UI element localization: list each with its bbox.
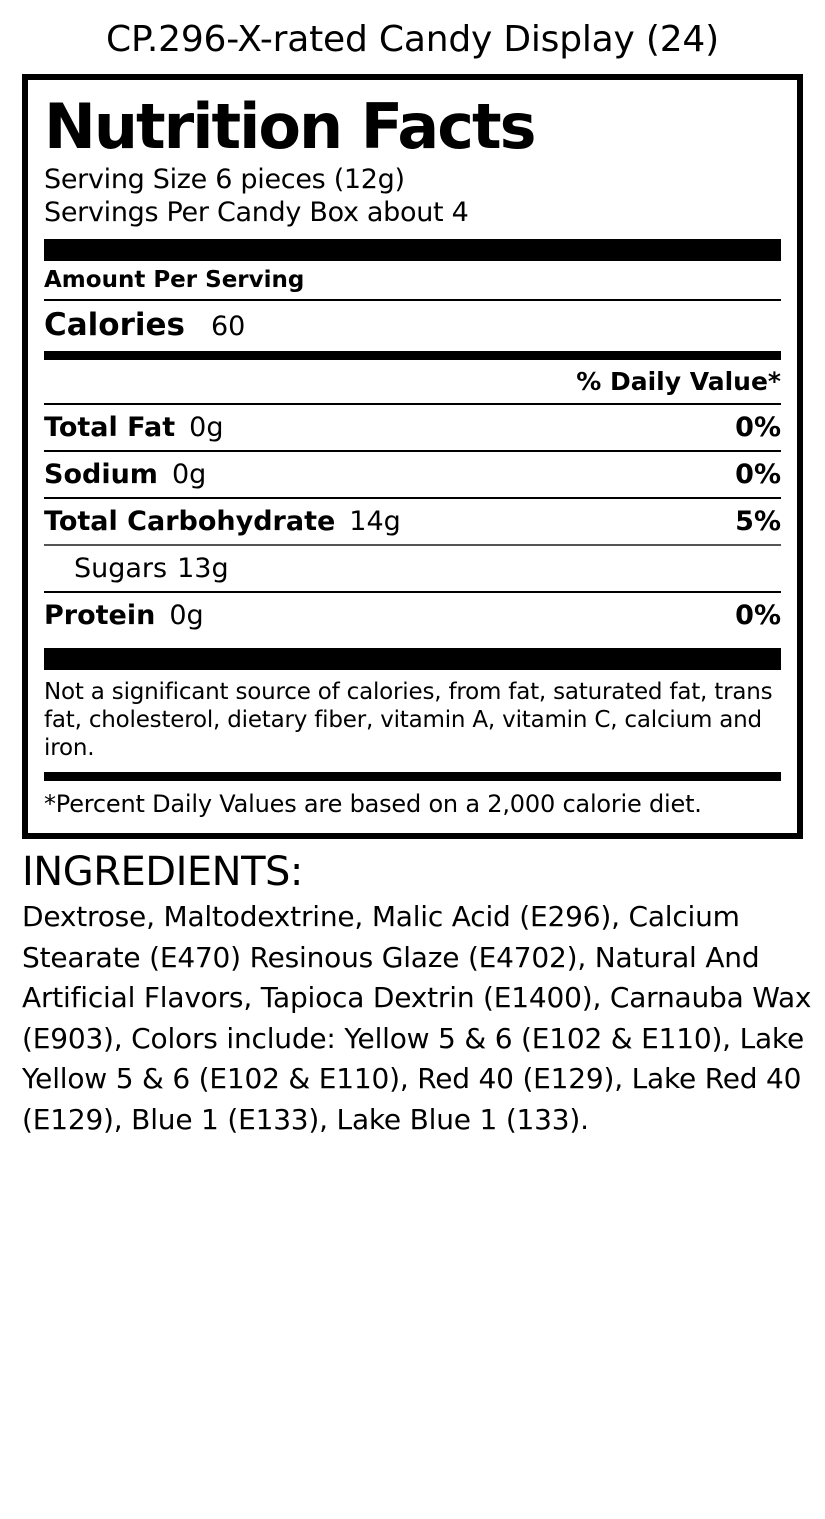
nutrient-amount: 0g <box>189 412 224 444</box>
nutrient-daily-value: 0% <box>735 412 781 444</box>
divider-thick-top <box>44 239 781 261</box>
daily-value-footnote: *Percent Daily Values are based on a 2,000 calorie diet. <box>44 790 702 819</box>
serving-size: Serving Size 6 pieces (12g) <box>44 163 405 195</box>
divider-thick-bottom <box>44 648 781 670</box>
divider-medium-1 <box>44 351 781 360</box>
calories-value: 60 <box>210 311 246 343</box>
nutrition-facts-title: Nutrition Facts <box>44 89 535 163</box>
nutrient-daily-value: 0% <box>735 600 781 632</box>
amount-per-serving-label: Amount Per Serving <box>44 267 305 294</box>
nutrient-row-protein <box>44 593 781 638</box>
daily-value-header: % Daily Value* <box>576 367 781 397</box>
nutrient-amount: 13g <box>177 553 229 585</box>
calories-row <box>44 301 781 351</box>
nutrient-name: Protein <box>44 600 156 632</box>
nutrient-amount: 14g <box>349 506 401 538</box>
nutrient-row-total-fat <box>44 405 781 450</box>
nutrient-row-sugars <box>44 546 781 591</box>
ingredients-heading: INGREDIENTS: <box>22 849 303 896</box>
insignificant-source-note: Not a significant source of calories, from fat, saturated fat, trans fat, cholesterol, dietary fiber, vitamin A, vitamin C, calcium and iron. <box>44 679 773 761</box>
nutrient-amount: 0g <box>169 600 204 632</box>
nutrient-row-sodium <box>44 452 781 497</box>
divider-medium-2 <box>44 772 781 781</box>
nutrient-name: Total Carbohydrate <box>44 506 336 538</box>
nutrient-daily-value: 0% <box>735 459 781 491</box>
calories-label: Calories <box>44 307 185 344</box>
nutrition-facts-panel <box>22 74 803 839</box>
nutrient-row-total-carbohydrate <box>44 499 781 544</box>
nutrient-amount: 0g <box>171 459 207 491</box>
nutrient-name: Total Fat <box>44 412 176 444</box>
servings-per-container: Servings Per Candy Box about 4 <box>44 196 469 228</box>
ingredients-text: Dextrose, Maltodextrine, Malic Acid (E296), Calcium Stearate (E470) Resinous Glaze (E4702), Natural And Artificial Flavors, Tapioca Dextrin (E1400), Carnauba Wax (E903), Colors include: Yellow 5 & 6 (E102 & E110), Lake Yellow 5 & 6 (E102 & E110), Red 40 (E129), Lake Red 40 (E129), Blue 1 (E133), Lake Blue 1 (133). <box>22 900 812 1137</box>
nutrient-name: Sodium <box>44 459 158 491</box>
nutrient-daily-value: 5% <box>735 506 781 538</box>
page-title: CP.296-X-rated Candy Display (24) <box>106 19 719 60</box>
nutrient-name: Sugars <box>74 553 168 585</box>
